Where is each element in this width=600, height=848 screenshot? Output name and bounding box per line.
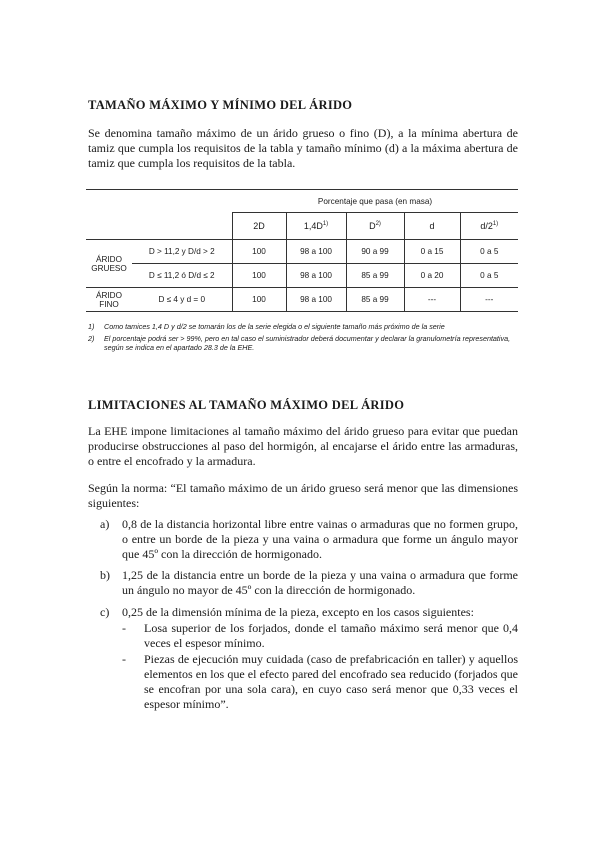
table-row [86, 240, 518, 264]
group-label-fino: ÁRIDO FINO [86, 288, 132, 312]
list-item: a) 0,8 de la distancia horizontal libre entre vainas o armaduras que no formen grupo, o entre un borde de la pieza y una vaina o armadura que forme un ángulo mayor que 45º con la dirección de hormigonado. [100, 517, 518, 561]
row-condition: D ≤ 11,2 ó D/d ≤ 2 [132, 264, 232, 288]
table-cell: 0 a 15 [404, 240, 460, 264]
table-cell: 90 a 99 [346, 240, 404, 264]
table-cell: --- [404, 288, 460, 312]
table-note: 2) El porcentaje podrá ser > 99%, pero en tal caso el suministrador deberá documentar y declarar la granulometría representativa, según se indica en el apartado 28.3 de la EHE. [88, 333, 511, 352]
norm-intro-paragraph: Según la norma: “El tamaño máximo de un árido grueso será menor que las dimensiones siguientes: [88, 481, 518, 510]
group-label-grueso: ÁRIDO GRUESO [86, 240, 132, 288]
col-header-2d: 2D [232, 213, 286, 240]
section-title-limitaciones: LIMITACIONES AL TAMAÑO MÁXIMO DEL ÁRIDO [88, 398, 405, 412]
table-cell: 85 a 99 [346, 288, 404, 312]
table-notes [88, 322, 518, 353]
sub-list-item: - Piezas de ejecución muy cuidada (caso de prefabricación en taller) y aquellos elementos en los que el efecto pared del encofrado sea reducido (forjados que se encofran por una sola cara), en cuyo caso será menor que 0,33 veces el espesor mínimo”. [122, 652, 518, 711]
sub-list-item: - Losa superior de los forjados, donde el tamaño máximo será menor que 0,4 veces el espesor mínimo. [122, 621, 518, 650]
table-row [86, 264, 518, 288]
table-cell: 0 a 5 [460, 264, 518, 288]
header-group-label: Porcentaje que pasa (en masa) [232, 190, 518, 213]
limitations-paragraph: La EHE impone limitaciones al tamaño máximo del árido grueso para evitar que puedan producirse obstrucciones al paso del hormigón, al encajarse el árido entre las armaduras, o entre el encofrado y la armadura. [88, 424, 518, 468]
list-item: c) 0,25 de la dimensión mínima de la pieza, excepto en los casos siguientes: [100, 605, 474, 619]
list-item: b) 1,25 de la distancia entre un borde de la pieza y una vaina o armadura que forme un ángulo no mayor de 45º con la dirección de hormigonado. [100, 568, 518, 597]
table-cell: 100 [232, 240, 286, 264]
table-cell: 0 a 5 [460, 240, 518, 264]
section-title-tamano: TAMAÑO MÁXIMO Y MÍNIMO DEL ÁRIDO [88, 98, 353, 112]
table-cell: 98 a 100 [286, 288, 346, 312]
grading-table [86, 189, 518, 312]
col-header-1-4d: $1,4D^{1)}$ [286, 213, 346, 240]
table-note: 1) Como tamices 1,4 D y d/2 se tomarán los de la serie elegida o el siguiente tamaño más próximo de la serie [88, 322, 445, 331]
table-cell: 98 a 100 [286, 264, 346, 288]
col-header-small-d: d [404, 213, 460, 240]
table-row [86, 288, 518, 312]
row-condition: D > 11,2 y D/d > 2 [132, 240, 232, 264]
table-cell: 98 a 100 [286, 240, 346, 264]
col-header-d-half: d/2$^{1)}$ [460, 213, 518, 240]
row-condition: D ≤ 4 y d = 0 [132, 288, 232, 312]
table-cell: 100 [232, 288, 286, 312]
table-cell: 85 a 99 [346, 264, 404, 288]
definition-paragraph: Se denomina tamaño máximo de un árido grueso o fino (D), a la mínima abertura de tamiz que cumpla los requisitos de la tabla y tamaño mínimo (d) a la máxima abertura de tamiz que cumpla los requisitos de la tabla. [88, 126, 518, 170]
table-cell: 100 [232, 264, 286, 288]
table-cell: --- [460, 288, 518, 312]
table-cell: 0 a 20 [404, 264, 460, 288]
col-header-d: $D^{2)}$ [346, 213, 404, 240]
